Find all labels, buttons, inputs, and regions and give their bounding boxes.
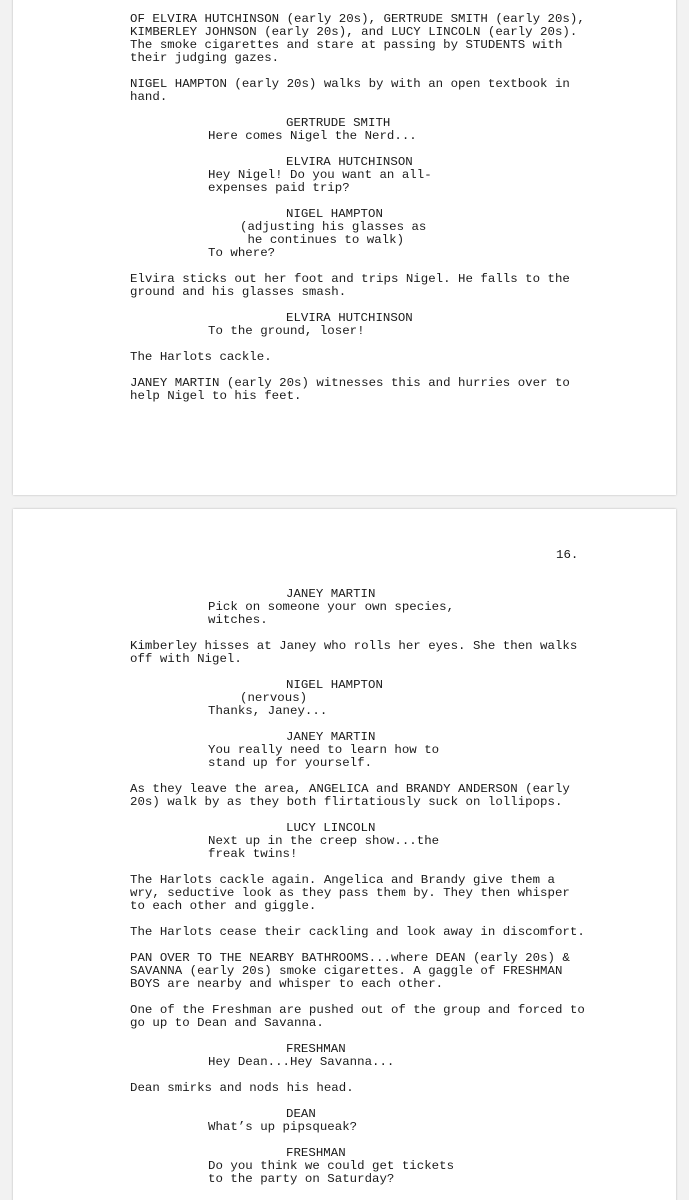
action-line: PAN OVER TO THE NEARBY BATHROOMS...where DEAN (early 20s) & — [130, 951, 570, 965]
action-line: The Harlots cackle. — [130, 350, 272, 364]
action-line: their judging gazes. — [130, 51, 280, 65]
dialogue-line: What’s up pipsqueak? — [208, 1120, 358, 1134]
action-line: One of the Freshman are pushed out of the group and forced to — [130, 1003, 585, 1017]
dialogue-line: Do you think we could get tickets — [208, 1159, 455, 1173]
action-line: The smoke cigarettes and stare at passing by STUDENTS with — [130, 38, 563, 52]
action-line: SAVANNA (early 20s) smoke cigarettes. A gaggle of FRESHMAN — [130, 964, 563, 978]
script-page-16 — [13, 509, 676, 1200]
page-number: 16. — [556, 548, 579, 562]
character-name: NIGEL HAMPTON — [286, 207, 383, 221]
action-line: OF ELVIRA HUTCHINSON (early 20s), GERTRUDE SMITH (early 20s), — [130, 12, 585, 26]
character-name: ELVIRA HUTCHINSON — [286, 311, 413, 325]
dialogue-line: Here comes Nigel the Nerd... — [208, 129, 417, 143]
action-line: NIGEL HAMPTON (early 20s) walks by with an open textbook in — [130, 77, 570, 91]
action-line: to each other and giggle. — [130, 899, 317, 913]
script-page-15 — [13, 0, 676, 495]
dialogue-line: stand up for yourself. — [208, 756, 373, 770]
action-line: off with Nigel. — [130, 652, 242, 666]
character-name: NIGEL HAMPTON — [286, 678, 383, 692]
dialogue-line: Hey Nigel! Do you want an all- — [208, 168, 432, 182]
dialogue-line: Hey Dean...Hey Savanna... — [208, 1055, 395, 1069]
character-name: FRESHMAN — [286, 1042, 346, 1056]
dialogue-line: You really need to learn how to — [208, 743, 440, 757]
dialogue-line: expenses paid trip? — [208, 181, 350, 195]
action-line: go up to Dean and Savanna. — [130, 1016, 324, 1030]
character-name: DEAN — [286, 1107, 316, 1121]
action-line: wry, seductive look as they pass them by. They then whisper — [130, 886, 570, 900]
action-line: 20s) walk by as they both flirtatiously suck on lollipops. — [130, 795, 563, 809]
action-line: The Harlots cease their cackling and look away in discomfort. — [130, 925, 585, 939]
dialogue-line: Pick on someone your own species, — [208, 600, 455, 614]
action-line: The Harlots cackle again. Angelica and Brandy give them a — [130, 873, 555, 887]
dialogue-line: to the party on Saturday? — [208, 1172, 395, 1186]
parenthetical-line: (nervous) — [240, 691, 308, 705]
character-name: FRESHMAN — [286, 1146, 346, 1160]
action-line: hand. — [130, 90, 168, 104]
dialogue-line: witches. — [208, 613, 268, 627]
parenthetical-line: (adjusting his glasses as — [240, 220, 427, 234]
character-name: JANEY MARTIN — [286, 587, 376, 601]
action-line: Dean smirks and nods his head. — [130, 1081, 354, 1095]
character-name: JANEY MARTIN — [286, 730, 376, 744]
action-line: Kimberley hisses at Janey who rolls her eyes. She then walks — [130, 639, 578, 653]
action-line: Elvira sticks out her foot and trips Nigel. He falls to the — [130, 272, 570, 286]
dialogue-line: To where? — [208, 246, 276, 260]
dialogue-line: Thanks, Janey... — [208, 704, 328, 718]
action-line: KIMBERLEY JOHNSON (early 20s), and LUCY LINCOLN (early 20s). — [130, 25, 578, 39]
character-name: ELVIRA HUTCHINSON — [286, 155, 413, 169]
action-line: BOYS are nearby and whisper to each other. — [130, 977, 444, 991]
character-name: GERTRUDE SMITH — [286, 116, 391, 130]
dialogue-line: To the ground, loser! — [208, 324, 365, 338]
dialogue-line: freak twins! — [208, 847, 298, 861]
action-line: help Nigel to his feet. — [130, 389, 302, 403]
action-line: JANEY MARTIN (early 20s) witnesses this and hurries over to — [130, 376, 570, 390]
character-name: LUCY LINCOLN — [286, 821, 376, 835]
parenthetical-line: he continues to walk) — [240, 233, 405, 247]
action-line: ground and his glasses smash. — [130, 285, 347, 299]
action-line: As they leave the area, ANGELICA and BRANDY ANDERSON (early — [130, 782, 570, 796]
dialogue-line: Next up in the creep show...the — [208, 834, 440, 848]
